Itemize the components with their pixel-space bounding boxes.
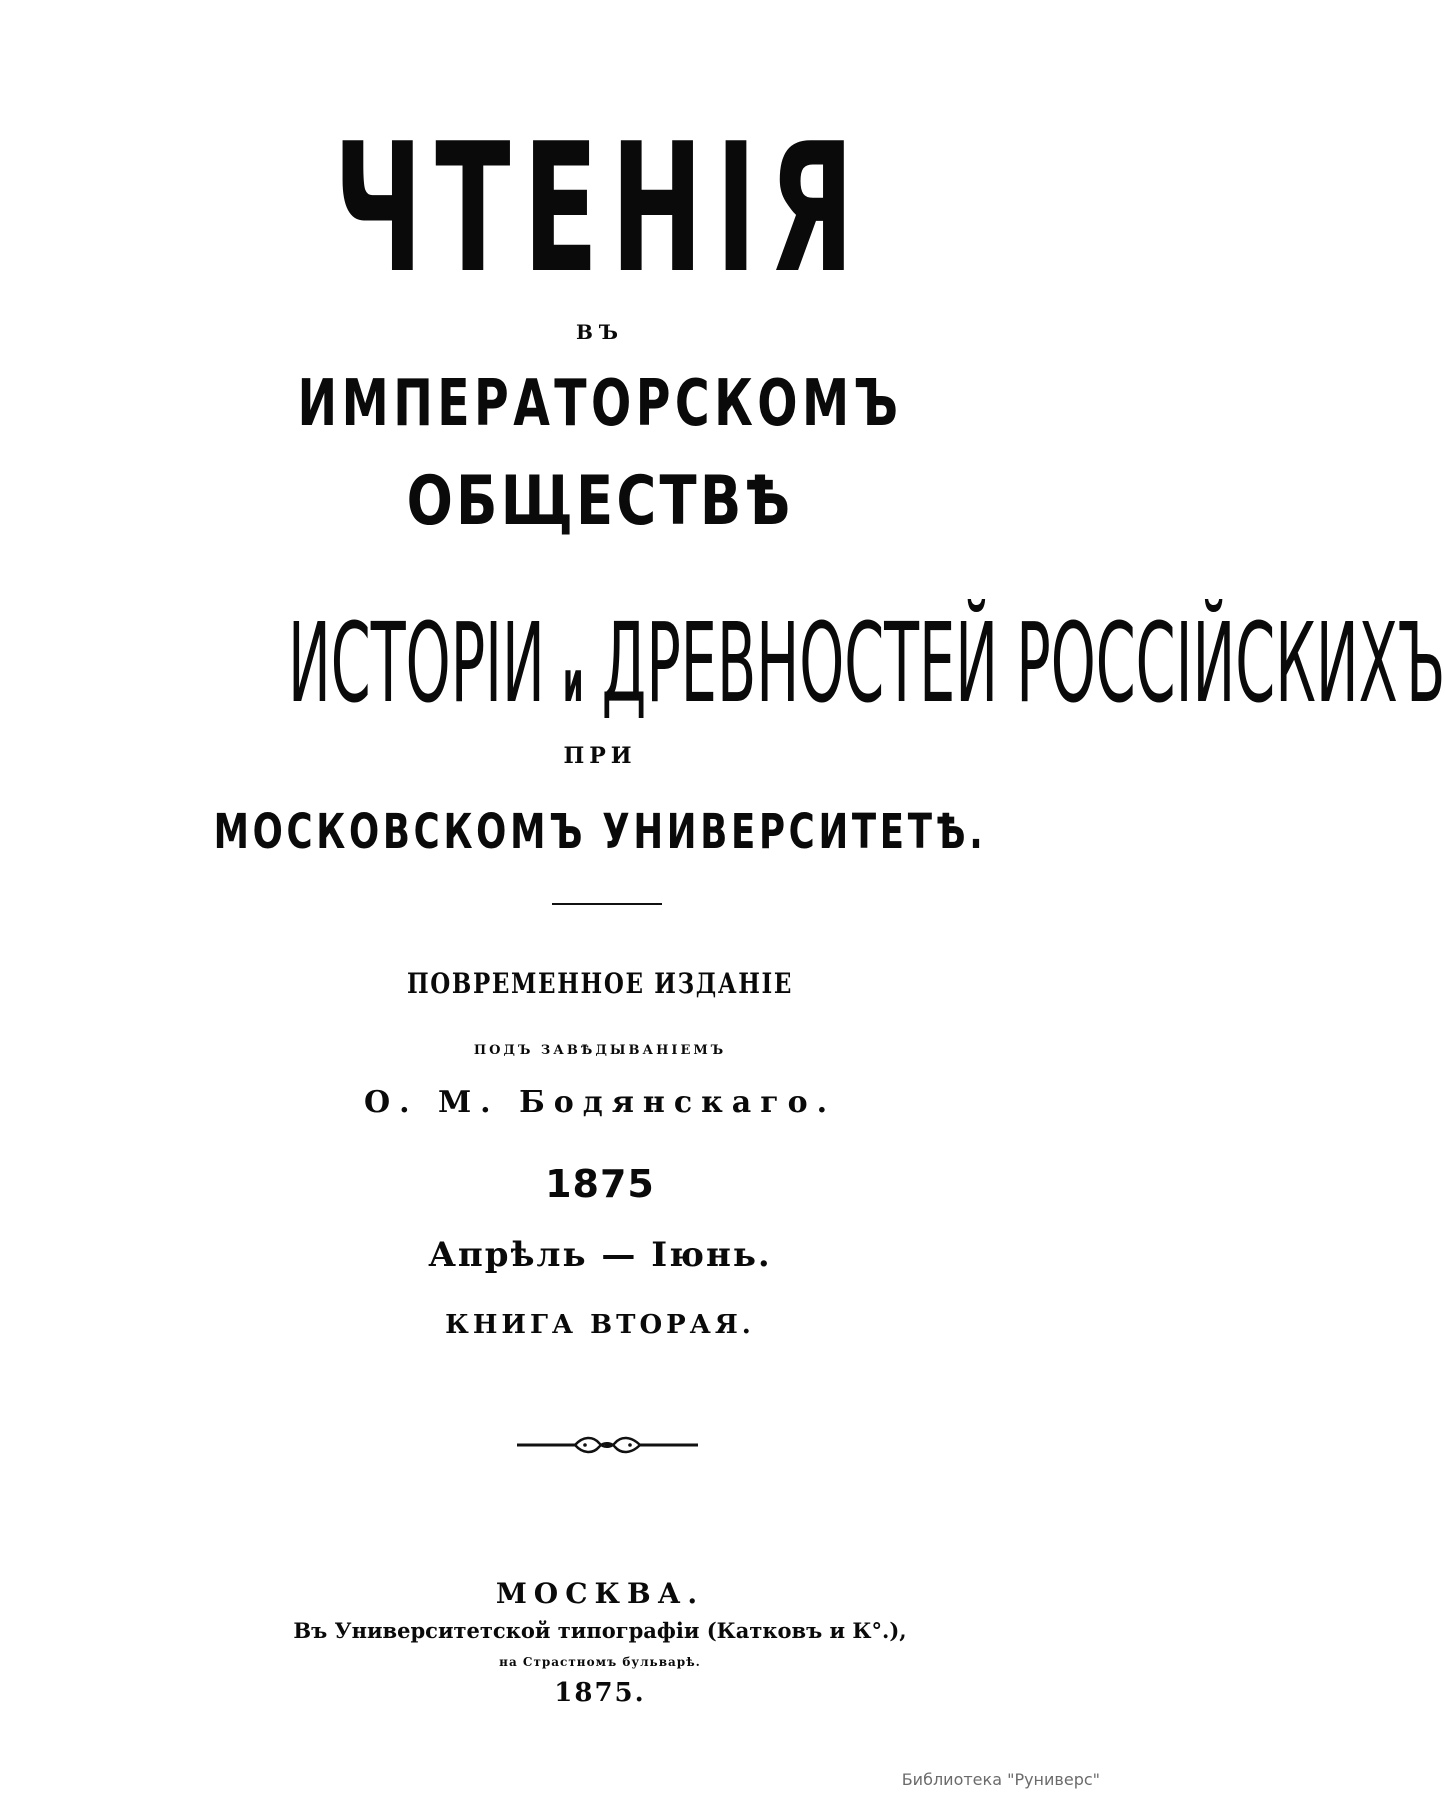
library-watermark: Библиотека "Руниверс": [901, 1770, 1100, 1789]
history-line: [288, 599, 1445, 727]
imprint-city: МОСКВА.: [495, 1577, 705, 1610]
issue-months: Апрѣль — Іюнь.: [428, 1235, 772, 1275]
issue-year: 1875: [545, 1162, 655, 1206]
divider-rule: [552, 903, 662, 905]
antiquities-words: ДРЕВНОСТЕЙ РОССІЙСКИХЪ: [601, 599, 1445, 727]
conjunction-and: и: [563, 650, 584, 715]
history-word: ИСТОРІИ: [288, 599, 545, 727]
preposition-at: ПРИ: [563, 743, 637, 769]
supervision-line: ПОДЪ ЗАВѢДЫВАНІЕМЪ: [473, 1043, 727, 1058]
editor-name: О. М. Бодянскаго.: [363, 1085, 837, 1120]
university-line: МОСКОВСКОМЪ УНИВЕРСИТЕТѢ.: [213, 804, 987, 860]
society-line: ОБЩЕСТВѢ: [406, 462, 794, 541]
edition-line: ПОВРЕМЕННОЕ ИЗДАНІЕ: [406, 967, 794, 1000]
imprint-address: на Страстномъ бульварѣ.: [499, 1655, 701, 1669]
book-number: КНИГА ВТОРАЯ.: [445, 1310, 755, 1340]
imprint-year: 1875.: [554, 1678, 646, 1708]
imprint-press: Въ Университетской типографіи (Катковъ и К°.),: [293, 1618, 907, 1643]
imperial-line: ИМПЕРАТОРСКОМЪ: [297, 367, 903, 441]
ornament-divider-icon: [515, 1428, 700, 1458]
preposition-in: ВЪ: [575, 320, 625, 344]
book-title: ЧТЕНІЯ: [333, 105, 867, 312]
